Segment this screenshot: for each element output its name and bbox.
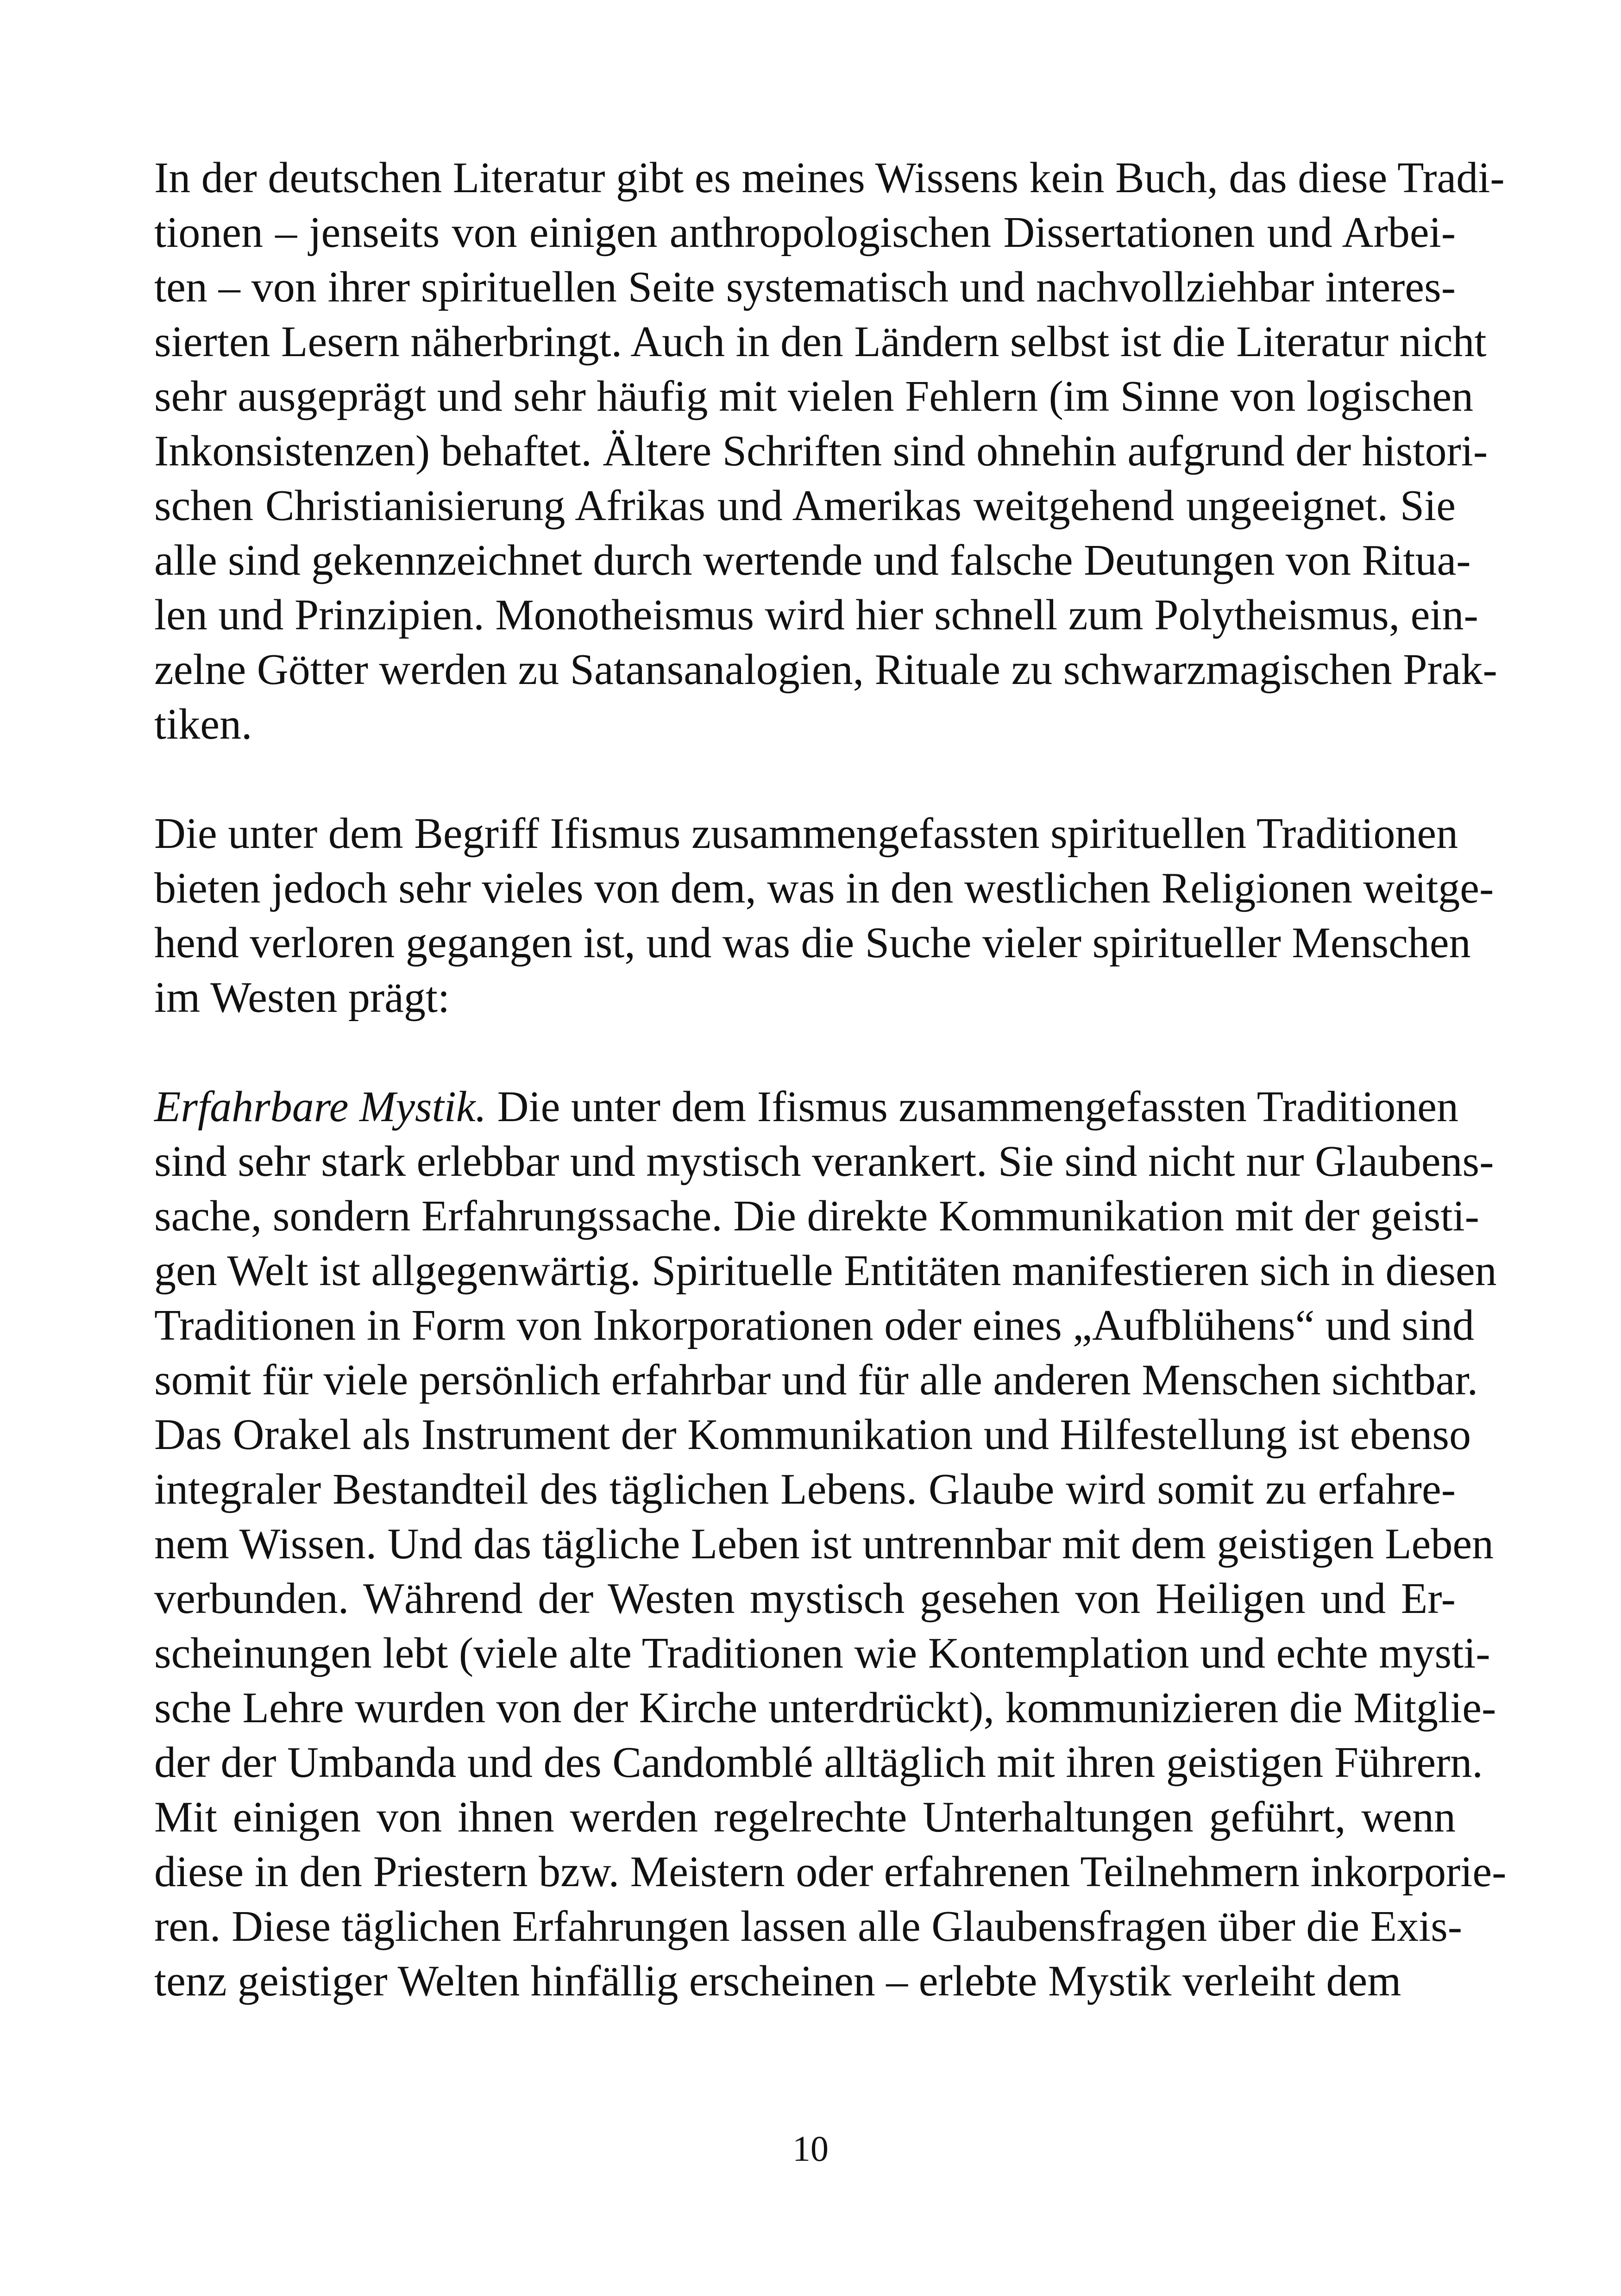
- paragraph: [154, 151, 1505, 752]
- text-line: Traditionen in Form von Inkorporationen oder eines „Aufblühens“ und sind: [154, 1301, 1475, 1349]
- text-line: ten – von ihrer spirituellen Seite systematisch und nachvollziehbar interes-: [154, 263, 1456, 311]
- text-line: gen Welt ist allgegenwärtig. Spirituelle Entitäten manifestieren sich in diesen: [154, 1247, 1497, 1295]
- text-line: ren. Diese täglichen Erfahrungen lassen alle Glaubensfragen über die Exis-: [154, 1902, 1463, 1951]
- text-line: scheinungen lebt (viele alte Traditionen wie Kontemplation und echte mysti-: [154, 1629, 1490, 1677]
- text-line: zelne Götter werden zu Satansanalogien, Rituale zu schwarzmagischen Prak-: [154, 646, 1497, 694]
- paragraph-gap: [154, 1025, 1456, 1079]
- text-line: tionen – jenseits von einigen anthropologischen Dissertationen und Arbei-: [154, 208, 1456, 257]
- text-line: tiken.: [154, 700, 252, 748]
- text-line: nem Wissen. Und das tägliche Leben ist untrennbar mit dem geistigen Leben: [154, 1520, 1494, 1568]
- text-line: bieten jedoch sehr vieles von dem, was in den westlichen Religionen weitge-: [154, 864, 1494, 912]
- page-number: 10: [792, 2128, 829, 2169]
- text-line: In der deutschen Literatur gibt es meines Wissens kein Buch, das diese Tradi-: [154, 154, 1505, 202]
- text-line: sche Lehre wurden von der Kirche unterdrückt), kommunizieren die Mitglie-: [154, 1684, 1496, 1732]
- paragraph: [154, 1079, 1507, 2008]
- paragraph-gap: [154, 752, 1456, 806]
- text-line: alle sind gekennzeichnet durch wertende und falsche Deutungen von Ritua-: [154, 536, 1471, 584]
- text-line: [154, 1079, 1459, 1134]
- text-line: Inkonsistenzen) behaftet. Ältere Schriften sind ohnehin aufgrund der histori-: [154, 427, 1488, 475]
- text-span: Die unter dem Ifismus zusammengefassten Traditionen: [486, 1083, 1459, 1131]
- text-line: hend verloren gegangen ist, und was die Suche vieler spiritueller Menschen: [154, 919, 1471, 967]
- text-line: sache, sondern Erfahrungssache. Die direkte Kommunikation mit der geisti-: [154, 1192, 1479, 1240]
- paragraph: [154, 806, 1494, 1025]
- text-line: Das Orakel als Instrument der Kommunikation und Hilfestellung ist ebenso: [154, 1411, 1471, 1459]
- body-text: [154, 151, 1507, 2008]
- text-line: len und Prinzipien. Monotheismus wird hier schnell zum Polytheismus, ein-: [154, 591, 1478, 639]
- text-line: sind sehr stark erlebbar und mystisch verankert. Sie sind nicht nur Glaubens-: [154, 1137, 1494, 1186]
- text-line: verbunden. Während der Westen mystisch gesehen von Heiligen und Er-: [154, 1575, 1456, 1623]
- text-line: Mit einigen von ihnen werden regelrechte Unterhaltungen geführt, wenn: [154, 1793, 1456, 1841]
- text-line: Die unter dem Begriff Ifismus zusammengefassten spirituellen Traditionen: [154, 809, 1458, 858]
- text-line: im Westen prägt:: [154, 973, 450, 1022]
- text-line: diese in den Priestern bzw. Meistern oder erfahrenen Teilnehmern inkorporie-: [154, 1848, 1507, 1896]
- text-line: sierten Lesern näherbringt. Auch in den Ländern selbst ist die Literatur nicht: [154, 318, 1487, 366]
- text-line: der der Umbanda und des Candomblé alltäglich mit ihren geistigen Führern.: [154, 1738, 1483, 1787]
- text-line: integraler Bestandteil des täglichen Lebens. Glaube wird somit zu erfahre-: [154, 1465, 1456, 1513]
- text-line: tenz geistiger Welten hinfällig erscheinen – erlebte Mystik verleiht dem: [154, 1957, 1401, 2005]
- text-line: somit für viele persönlich erfahrbar und für alle anderen Menschen sichtbar.: [154, 1356, 1478, 1404]
- text-line: schen Christianisierung Afrikas und Amerikas weitgehend ungeeignet. Sie: [154, 482, 1456, 530]
- text-line: sehr ausgeprägt und sehr häufig mit vielen Fehlern (im Sinne von logischen: [154, 372, 1474, 420]
- italic-lead: Erfahrbare Mystik.: [154, 1083, 487, 1131]
